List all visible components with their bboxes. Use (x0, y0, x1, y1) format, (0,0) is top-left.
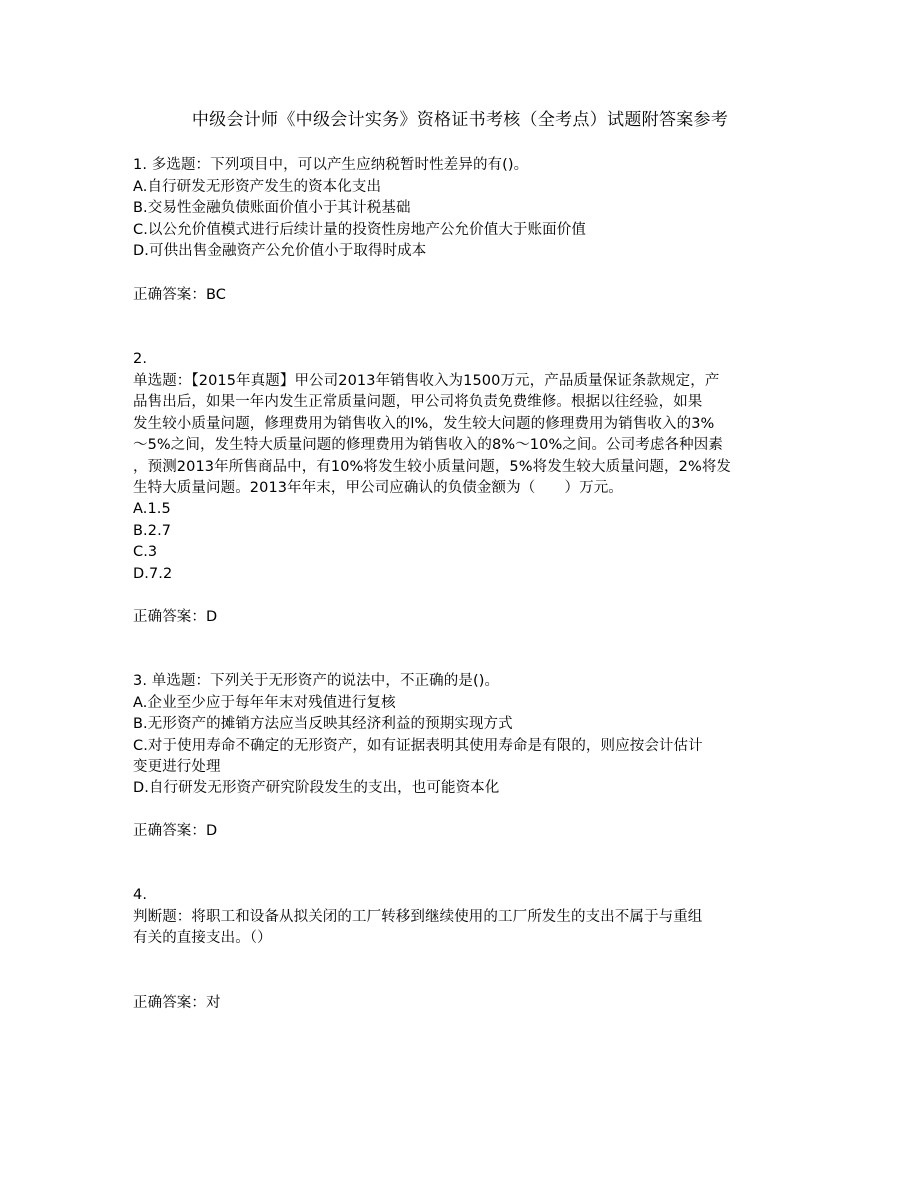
question-1-option-b: B.交易性金融负债账面价值小于其计税基础 (133, 200, 411, 216)
question-2-stem-line: 生特大质量问题。2013年年末，甲公司应确认的负债金额为（ ）万元。 (133, 480, 623, 496)
question-1-stem: 1. 多选题：下列项目中，可以产生应纳税暂时性差异的有()。 (133, 157, 529, 173)
question-3-option-c: C.对于使用寿命不确定的无形资产，如有证据表明其使用寿命是有限的，则应按会计估计 (133, 738, 703, 754)
question-2-stem-line: 发生较小质量问题，修理费用为销售收入的l%，发生较大问题的修理费用为销售收入的3% (133, 416, 715, 432)
question-3-option-a: A.企业至少应于每年年末对残值进行复核 (133, 695, 396, 711)
question-3-option-c-continued: 变更进行处理 (133, 759, 221, 775)
question-3-answer: 正确答案：D (133, 823, 218, 839)
question-2-stem-line: ，预测2013年所售商品中，有10%将发生较小质量问题，5%将发生较大质量问题，2%将发 (133, 459, 732, 475)
document-title: 中级会计师《中级会计实务》资格证书考核（全考点）试题附答案参考 (191, 110, 729, 130)
question-4-number: 4. (133, 887, 148, 903)
question-4-stem-line: 判断题：将职工和设备从拟关闭的工厂转移到继续使用的工厂所发生的支出不属于与重组 (133, 909, 703, 925)
question-3-option-b: B.无形资产的摊销方法应当反映其经济利益的预期实现方式 (133, 716, 513, 732)
question-3-stem: 3. 单选题：下列关于无形资产的说法中，不正确的是()。 (133, 673, 500, 689)
question-2-option-a: A.1.5 (133, 501, 171, 517)
question-1-option-a: A.自行研发无形资产发生的资本化支出 (133, 179, 382, 195)
question-1-option-c: C.以公允价值模式进行后续计量的投资性房地产公允价值大于账面价值 (133, 222, 586, 238)
question-2-number: 2. (133, 351, 148, 367)
question-2-stem-line: 单选题：【2015年真题】甲公司2013年销售收入为1500万元，产品质量保证条款规定，产 (133, 373, 720, 389)
question-2-option-d: D.7.2 (133, 566, 173, 582)
question-1-option-d: D.可供出售金融资产公允价值小于取得时成本 (133, 243, 427, 259)
question-2-stem-line: ～5%之间，发生特大质量问题的修理费用为销售收入的8%～10%之间。公司考虑各种因素 (133, 437, 723, 453)
question-4-stem-line: 有关的直接支出。（） (133, 930, 272, 946)
question-2-answer: 正确答案：D (133, 609, 218, 625)
question-4-answer: 正确答案：对 (133, 995, 221, 1011)
question-1-answer: 正确答案：BC (133, 287, 227, 303)
question-2-option-b: B.2.7 (133, 523, 172, 539)
question-2-option-c: C.3 (133, 544, 158, 560)
question-3-option-d: D.自行研发无形资产研究阶段发生的支出，也可能资本化 (133, 780, 500, 796)
question-2-stem-line: 品售出后，如果一年内发生正常质量问题，甲公司将负责免费维修。根据以往经验，如果 (133, 394, 703, 410)
